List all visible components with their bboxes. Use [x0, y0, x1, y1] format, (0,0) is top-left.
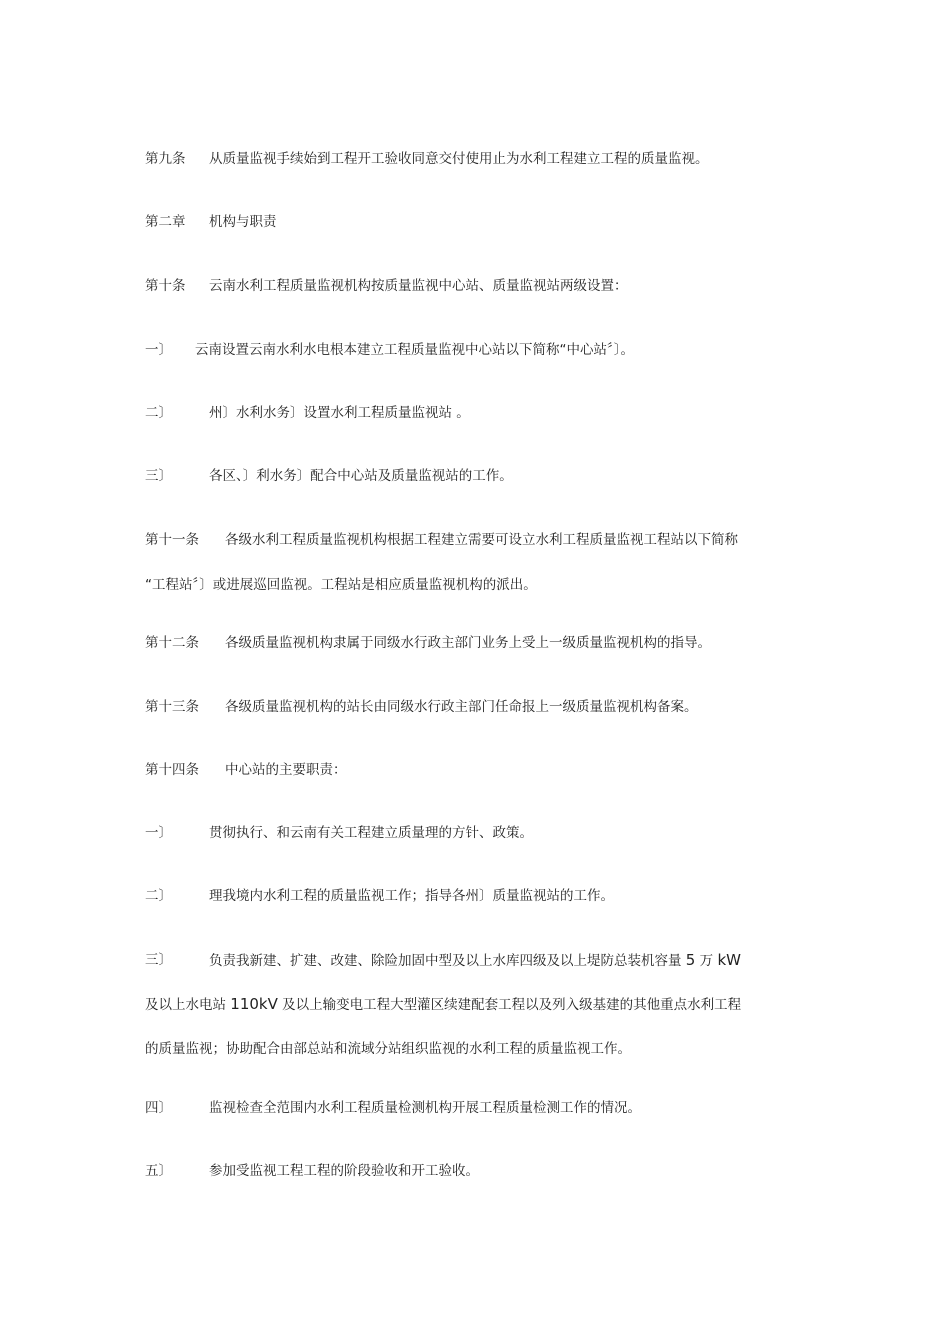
duty-2 — [145, 886, 614, 906]
article-label: 第十四条 — [145, 762, 199, 778]
clause-text: 监视检查全范围内水利工程质量检测机构开展工程质量检测工作的情况。 — [209, 1100, 641, 1116]
clause-label: 四〕 — [145, 1100, 172, 1116]
article-label: 第九条 — [145, 151, 186, 167]
clause-text: 理我境内水利工程的质量监视工作；指导各州〕质量监视站的工作。 — [209, 888, 614, 904]
capacity-unit: 万 — [699, 953, 714, 969]
clause-label: 三〕 — [145, 468, 172, 484]
article-text: “工程站〞〕或进展巡回监视。工程站是相应质量监视机构的派出。 — [145, 577, 537, 593]
article-text: 各级质量监视机构隶属于同级水行政主部门业务上受上一级质量监视机构的指导。 — [225, 635, 711, 651]
clause-label: 一〕 — [145, 825, 172, 841]
clause-label: 二〕 — [145, 405, 172, 421]
voltage-value: 110kV — [230, 995, 278, 1013]
clause-label: 二〕 — [145, 888, 172, 904]
clause-text: 各区、〕利水务〕配合中心站及质量监视站的工作。 — [209, 468, 513, 484]
article-text: 云南水利工程质量监视机构按质量监视中心站、质量监视站两级设置： — [209, 278, 628, 294]
clause-text: 州〕水利水务〕设置水利工程质量监视站 。 — [209, 405, 470, 421]
clause-label: 三〕 — [145, 952, 172, 968]
clause-text-part: 负责我新建、扩建、改建、除险加固中型及以上水库四级及以上堤防总装机容量 — [209, 953, 682, 969]
clause-3 — [145, 466, 513, 486]
article-text: 各级质量监视机构的站长由同级水行政主部门任命报上一级质量监视机构备案。 — [225, 699, 698, 715]
article-label: 第十二条 — [145, 635, 199, 651]
article-label: 第十一条 — [145, 532, 199, 548]
article-text: 中心站的主要职责： — [225, 762, 347, 778]
clause-text: 云南设置云南水利水电根本建立工程质量监视中心站以下简称“中心站〞〕。 — [195, 342, 634, 358]
clause-text: 参加受监视工程工程的阶段验收和开工验收。 — [209, 1163, 479, 1179]
duty-5 — [145, 1161, 479, 1181]
article-text: 从质量监视手续始到工程开工验收同意交付使用止为水利工程建立工程的质量监视。 — [209, 151, 709, 167]
article-text: 各级水利工程质量监视机构根据工程建立需要可设立水利工程质量监视工程站以下简称 — [225, 532, 738, 548]
clause-label: 一〕 — [145, 342, 172, 358]
article-10 — [145, 276, 628, 296]
article-11 — [145, 530, 738, 550]
clause-text-part: 及以上输变电工程大型灌区续建配套工程以及列入级基建的其他重点水利工程 — [282, 997, 742, 1013]
article-14 — [145, 760, 347, 780]
clause-label: 五〕 — [145, 1163, 172, 1179]
duty-4 — [145, 1098, 641, 1118]
capacity-number: 5 — [685, 951, 696, 969]
article-label: 第十条 — [145, 278, 186, 294]
clause-text-part: 及以上水电站 — [145, 997, 226, 1013]
clause-2 — [145, 403, 470, 423]
article-13 — [145, 697, 698, 717]
chapter-title: 机构与职责 — [209, 214, 277, 230]
clause-text: 的质量监视；协助配合由部总站和流域分站组织监视的水利工程的质量监视工作。 — [145, 1041, 631, 1057]
chapter-label: 第二章 — [145, 214, 186, 230]
article-9 — [145, 149, 709, 169]
clause-text: 贯彻执行、和云南有关工程建立质量理的方针、政策。 — [209, 825, 533, 841]
clause-text — [209, 950, 741, 971]
capacity-kw: kW — [717, 951, 741, 969]
duty-3 — [145, 950, 741, 970]
article-label: 第十三条 — [145, 699, 199, 715]
chapter-2-heading — [145, 212, 277, 232]
clause-text — [145, 994, 741, 1015]
duty-1 — [145, 823, 533, 843]
article-12 — [145, 633, 711, 653]
clause-1 — [145, 340, 634, 360]
